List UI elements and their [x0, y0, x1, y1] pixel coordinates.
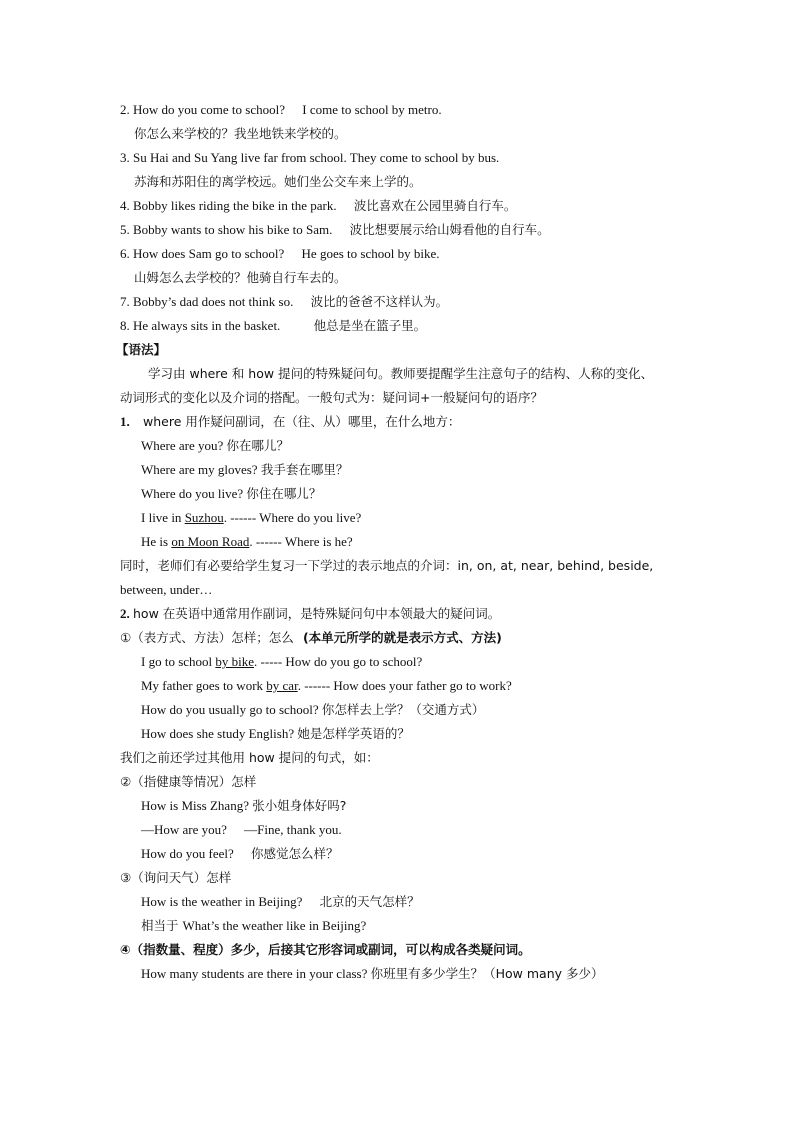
where-title — [120, 414, 460, 430]
health-example-1 — [141, 798, 346, 814]
example-en: How does she study English? — [141, 726, 295, 741]
sentence-en: He always sits in the basket. — [133, 318, 281, 333]
sentence-number: 3. — [120, 150, 130, 165]
example-zh: 你怎样去上学？（交通方式） — [321, 702, 485, 717]
how-example-3 — [141, 702, 484, 718]
example-zh: 你班里有多少学生？（How many 多少） — [370, 966, 604, 981]
how-example-2 — [141, 678, 512, 694]
sentence-2-en — [120, 102, 442, 118]
where-example-2 — [141, 462, 348, 478]
point-label: ①（表方式、方法）怎样；怎么 — [120, 630, 294, 645]
sentence-3-zh: 苏海和苏阳住的离学校远。她们坐公交车来上学的。 — [134, 174, 422, 189]
section-number: 1. — [120, 414, 130, 429]
sentence-6-zh: 山姆怎么去学校的？他骑自行车去的。 — [134, 270, 347, 285]
quantity-example-1 — [141, 966, 603, 982]
example-text: He is — [141, 534, 172, 549]
preposition-note-line1: 同时，老师们有必要给学生复习一下学过的表示地点的介词：in, on, at, near, behind, beside, — [120, 558, 654, 573]
where-example-4 — [141, 510, 361, 526]
sentence-zh: 波比的爸爸不这样认为。 — [310, 294, 449, 309]
example-underlined: on Moon Road — [171, 534, 250, 549]
example-zh: 张小姐身体好吗? — [252, 798, 347, 813]
example-zh: 她是怎样学英语的？ — [297, 726, 410, 741]
where-example-5 — [141, 534, 353, 550]
sentence-number: 8. — [120, 318, 130, 333]
sentence-number: 2. — [120, 102, 130, 117]
sentence-number: 6. — [120, 246, 130, 261]
example-text: . ------ Where do you live? — [223, 510, 362, 525]
point-emphasis: (本单元所学的就是表示方式、方法) — [302, 630, 502, 645]
sentence-en-answer: I come to school by metro. — [302, 102, 442, 117]
example-zh: 相当于 — [141, 918, 183, 933]
example-en: How is the weather in Beijing? — [141, 894, 303, 909]
section-title: where 用作疑问副词，在（往、从）哪里，在什么地方： — [143, 414, 461, 429]
sentence-number: 7. — [120, 294, 130, 309]
example-zh: 你住在哪儿？ — [246, 486, 322, 501]
health-example-2 — [141, 822, 342, 838]
example-underlined: Suzhou — [184, 510, 224, 525]
sentence-3-en — [120, 150, 499, 166]
example-question: —How are you? — [141, 822, 227, 837]
example-en: How is Miss Zhang? — [141, 798, 249, 813]
how-point-3-label: ③（询问天气）怎样 — [120, 870, 232, 885]
example-zh: 你在哪儿？ — [226, 438, 290, 453]
sentence-4 — [120, 198, 516, 214]
example-en: How many students are there in your class? — [141, 966, 368, 981]
grammar-intro-line1: 学习由 where 和 how 提问的特殊疑问句。教师要提醒学生注意句子的结构、人称的变化、 — [148, 366, 654, 381]
section-number: 2. — [120, 606, 130, 621]
sentence-zh: 波比想要展示给山姆看他的自行车。 — [349, 222, 550, 237]
example-text: My father goes to work — [141, 678, 267, 693]
weather-example-2 — [141, 918, 366, 934]
example-underlined: by car — [266, 678, 298, 693]
example-en: What’s the weather like in Beijing? — [182, 918, 367, 933]
weather-example-1 — [141, 894, 420, 910]
example-answer: —Fine, thank you. — [244, 822, 342, 837]
sentence-zh: 他总是坐在篮子里。 — [313, 318, 427, 333]
other-patterns-intro: 我们之前还学过其他用 how 提问的句式，如： — [120, 750, 379, 765]
sentence-en: Bobby wants to show his bike to Sam. — [133, 222, 333, 237]
sentence-en: How does Sam go to school? — [133, 246, 285, 261]
sentence-en: Bobby likes riding the bike in the park. — [133, 198, 337, 213]
sentence-number: 4. — [120, 198, 130, 213]
sentence-en: Su Hai and Su Yang live far from school. They come to school by bus. — [133, 150, 500, 165]
example-en: Where are you? — [141, 438, 224, 453]
grammar-intro-line2: 动词形式的变化以及介词的搭配。一般句式为：疑问词+一般疑问句的语序？ — [120, 390, 543, 405]
sentence-en: How do you come to school? — [133, 102, 286, 117]
sentence-2-zh: 你怎么来学校的？我坐地铁来学校的。 — [134, 126, 347, 141]
section-title: how 在英语中通常用作副词，是特殊疑问句中本领最大的疑问词。 — [133, 606, 501, 621]
example-text: . ------ Where is he? — [249, 534, 353, 549]
how-point-1-label — [120, 630, 502, 646]
how-title — [120, 606, 500, 622]
sentence-zh: 波比喜欢在公园里骑自行车。 — [353, 198, 517, 213]
example-zh: 北京的天气怎样？ — [319, 894, 420, 909]
example-en: How do you feel? — [141, 846, 234, 861]
example-underlined: by bike — [215, 654, 255, 669]
sentence-7 — [120, 294, 448, 310]
how-point-2-label: ②（指健康等情况）怎样 — [120, 774, 257, 789]
sentence-en: Bobby’s dad does not think so. — [133, 294, 294, 309]
example-en: How do you usually go to school? — [141, 702, 319, 717]
where-example-1 — [141, 438, 289, 454]
example-text: I go to school — [141, 654, 216, 669]
example-zh: 你感觉怎么样？ — [251, 846, 339, 861]
sentence-5 — [120, 222, 550, 238]
sentence-8 — [120, 318, 426, 334]
how-point-4-label: ④（指数量、程度）多少，后接其它形容词或副词，可以构成各类疑问词。 — [120, 942, 531, 957]
how-example-1 — [141, 654, 422, 670]
health-example-3 — [141, 846, 339, 862]
sentence-number: 5. — [120, 222, 130, 237]
example-zh: 我手套在哪里？ — [260, 462, 349, 477]
preposition-note-line2: between, under… — [120, 582, 213, 597]
example-en: Where are my gloves? — [141, 462, 258, 477]
grammar-heading: 【语法】 — [116, 342, 167, 357]
example-text: . ----- How do you go to school? — [254, 654, 423, 669]
example-en: Where do you live? — [141, 486, 244, 501]
sentence-6-en — [120, 246, 439, 262]
example-text: . ------ How does your father go to work? — [297, 678, 512, 693]
sentence-en-answer: He goes to school by bike. — [301, 246, 440, 261]
example-text: I live in — [141, 510, 185, 525]
where-example-3 — [141, 486, 321, 502]
how-example-4 — [141, 726, 410, 742]
